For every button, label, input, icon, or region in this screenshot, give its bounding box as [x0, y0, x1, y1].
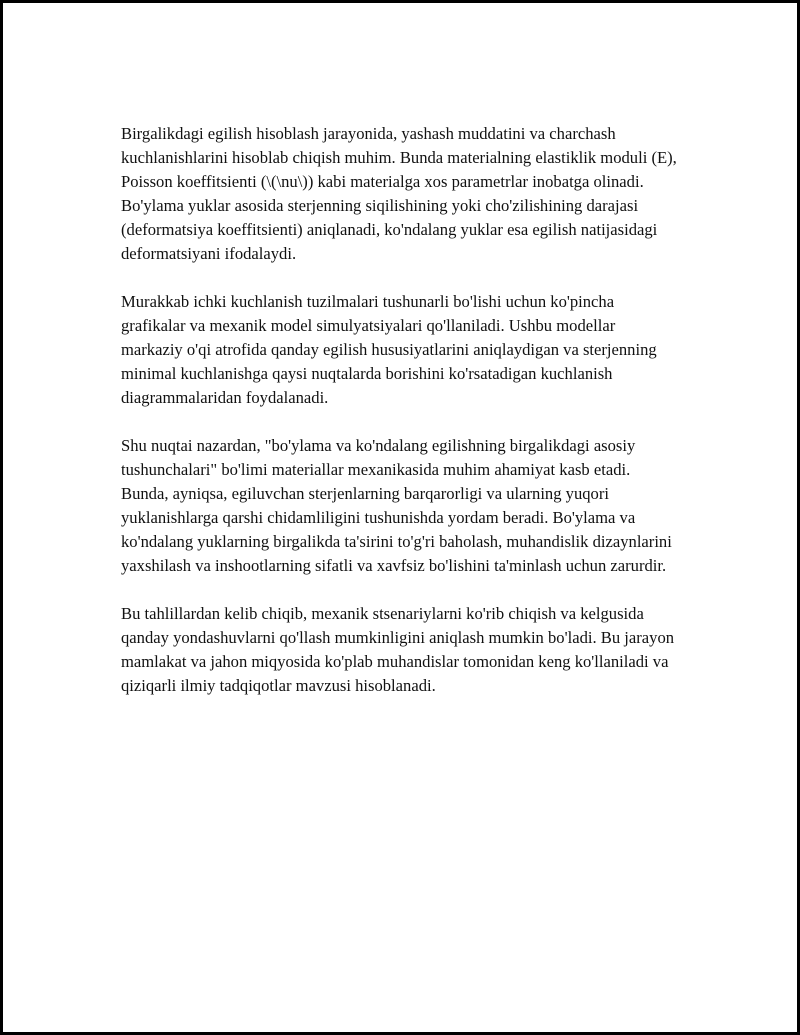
- paragraph-1: Birgalikdagi egilish hisoblash jarayonida, yashash muddatini va charchash kuchlanishlarini hisoblab chiqish muhim. Bunda materialning elastiklik moduli (E), Poisson koeffitsienti (\(\nu\)) kabi materialga xos parametrlar inobatga olinadi. Bo'ylama yuklar asosida sterjenning siqilishining yoki cho'zilishining darajasi (deformatsiya koeffitsienti) aniqlanadi, ko'ndalang yuklar esa egilish natijasidagi deformatsiyani ifodalaydi.: [121, 124, 677, 263]
- paragraph-3: Shu nuqtai nazardan, "bo'ylama va ko'ndalang egilishning birgalikdagi asosiy tushunchalari" bo'limi materiallar mexanikasida muhim ahamiyat kasb etadi. Bunda, ayniqsa, egiluvchan sterjenlarning barqarorligi va ularning yuqori yuklanishlarga qarshi chidamliligini tushunishda yordam beradi. Bo'ylama va ko'ndalang yuklarning birgalikda ta'sirini to'g'ri baholash, muhandislik dizaynlarini yaxshilash va inshootlarning sifatli va xavfsiz bo'lishini ta'minlash uchun zarurdir.: [121, 436, 672, 575]
- paragraph-4: Bu tahlillardan kelib chiqib, mexanik stsenariylarni ko'rib chiqish va kelgusida qanday yondashuvlarni qo'llash mumkinligini aniqlash mumkin bo'ladi. Bu jarayon mamlakat va jahon miqyosida ko'plab muhandislar tomonidan keng ko'llaniladi va qiziqarli ilmiy tadqiqotlar mavzusi hisoblanadi.: [121, 604, 675, 695]
- paragraph-2: Murakkab ichki kuchlanish tuzilmalari tushunarli bo'lishi uchun ko'pincha grafikalar va mexanik model simulyatsiyalari qo'llaniladi. Ushbu modellar markaziy o'qi atrofida qanday egilish hususiyatlarini aniqlaydigan va sterjenning minimal kuchlanishga qaysi nuqtalarda borishini ko'rsatadigan kuchlanish diagrammalaridan foydalanadi.: [121, 292, 657, 407]
- document-body: [121, 122, 681, 722]
